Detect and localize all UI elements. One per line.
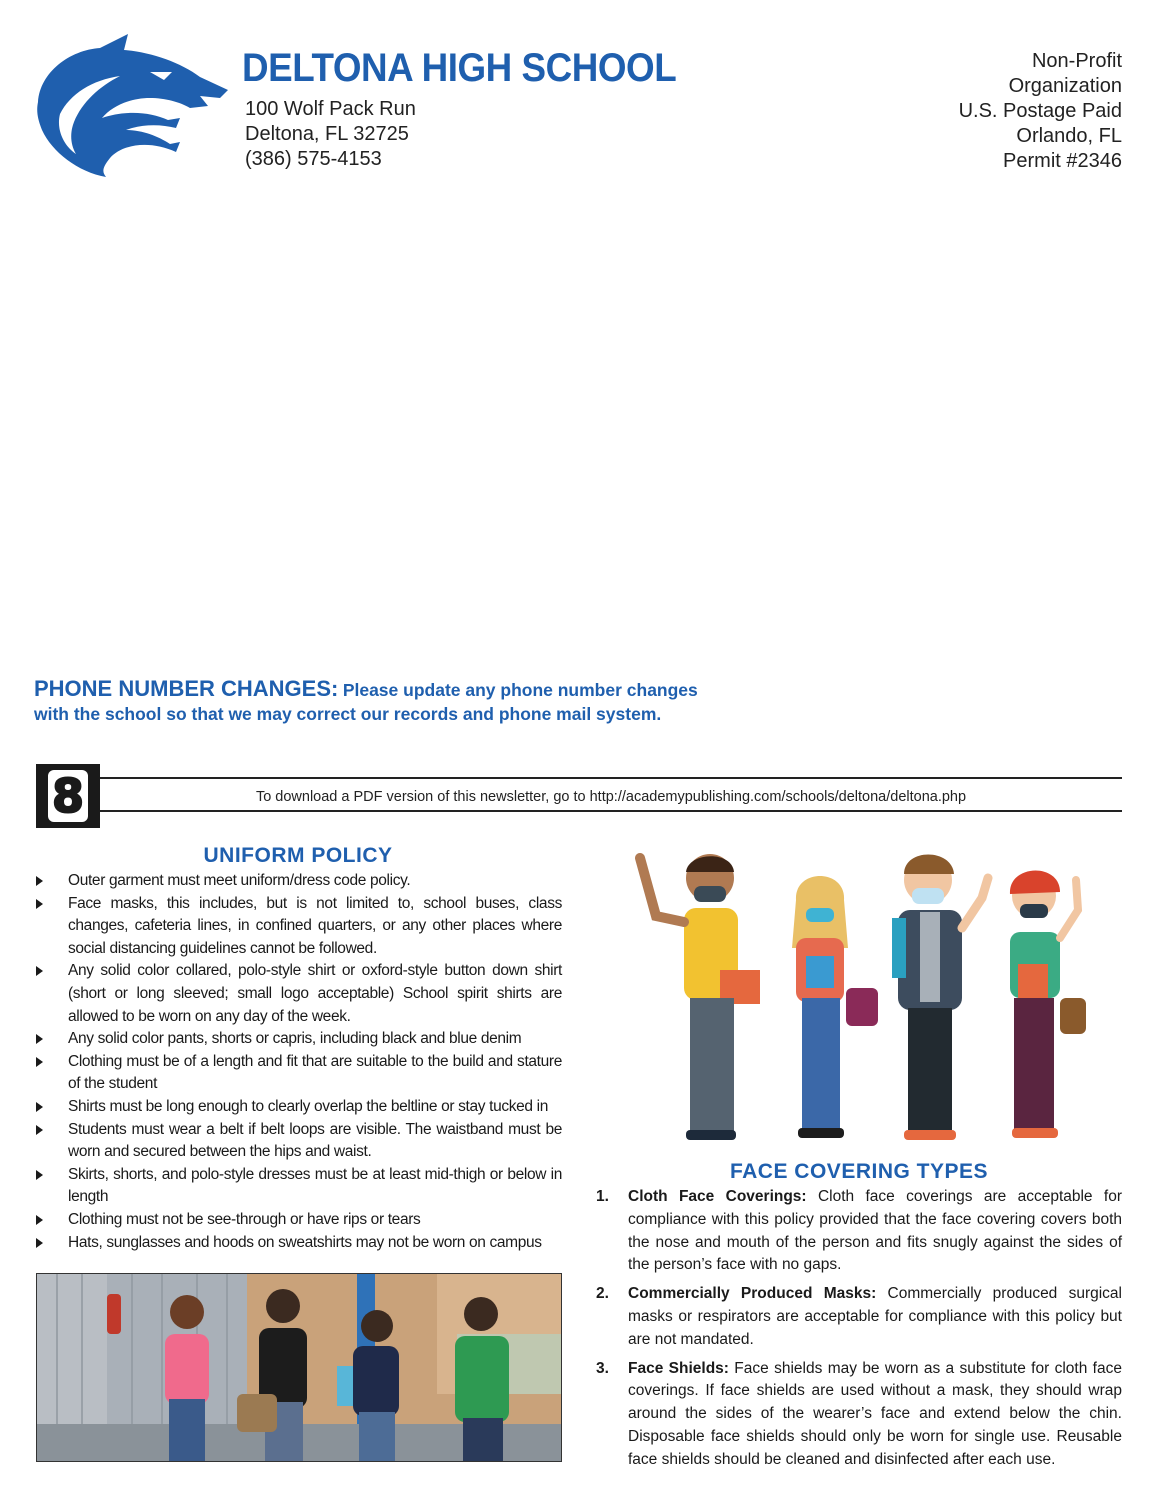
address-street: 100 Wolf Pack Run [245,98,416,120]
bullet-triangle-icon [36,899,43,909]
list-item-text: Clothing must be of a length and fit that are suitable to the build and stature of the student [68,1052,562,1093]
list-item-text: Skirts, shorts, and polo-style dresses must be at least mid-thigh or below in length [68,1165,562,1206]
bullet-triangle-icon [36,1238,43,1248]
bullet-triangle-icon [36,1215,43,1225]
postage-indicia [959,49,1122,174]
list-item [36,960,562,1028]
list-item-number: 1. [596,1188,609,1205]
band-divider-top [100,777,1122,779]
address-phone: (386) 575-4153 [245,148,382,170]
list-item-text: Students must wear a belt if belt loops are visible. The waistband must be worn and secured between the hips and waist. [68,1120,562,1161]
list-item-text: Any solid color collared, polo-style shirt or oxford-style button down shirt (short or long sleeved; small logo acceptable) School spirit shirts are allowed to be worn on any day of the week. [68,962,562,1025]
postage-line: Non-Profit [1031,50,1122,72]
pdf-download-note: To download a PDF version of this newsletter, go to http://academypublishing.com/schools/deltona/deltona.php [255,789,967,805]
list-item [36,1051,562,1096]
school-address [245,97,416,172]
list-item [596,1283,1122,1351]
list-item-text: Any solid color pants, shorts or capris, including black and blue denim [68,1030,522,1048]
address-city: Deltona, FL 32725 [245,123,409,145]
list-item [36,1209,562,1232]
list-item-label: Face Shields: [628,1359,729,1377]
postage-line: U.S. Postage Paid [958,100,1122,122]
postage-line: Organization [1008,75,1122,97]
list-item [596,1358,1122,1472]
postage-line: Permit #2346 [1003,150,1122,172]
page-number: 8 [48,770,88,822]
list-item [596,1186,1122,1277]
bullet-triangle-icon [36,876,43,886]
phone-notice-text-2: with the school so that we may correct our records and phone mail system. [34,704,662,724]
wolf-logo-icon [30,32,235,177]
list-item-number: 2. [596,1285,609,1303]
list-item-text: Face masks, this includes, but is not limited to, school buses, class changes, cafeteria lines, in confined quarters, or any other places where social distancing guidelines cannot be followed. [68,894,562,957]
list-item [36,870,562,893]
phone-notice-text: Please update any phone number changes [342,680,698,700]
list-item-text: Shirts must be long enough to clearly overlap the beltline or stay tucked in [68,1097,549,1115]
face-covering-title: FACE COVERING TYPES [729,1160,989,1183]
school-name: DELTONA HIGH SCHOOL [242,46,677,90]
list-item-label: Commercially Produced Masks: [628,1285,877,1303]
uniform-policy-list [36,870,562,1254]
list-item-text: Outer garment must meet uniform/dress code policy. [68,872,411,889]
bullet-triangle-icon [36,1057,43,1067]
face-covering-list [596,1186,1122,1478]
list-item [36,1028,562,1051]
bullet-triangle-icon [36,1125,43,1135]
phone-number-notice [34,676,794,725]
list-item-text: Cloth face coverings are acceptable for compliance with this policy provided that the face covering covers both the nose and mouth of the person and fits snugly against the sides of the person’s face with no gaps. [628,1188,1122,1274]
list-item [36,1119,562,1164]
band-divider-bottom [100,810,1122,812]
students-masks-illustration [620,838,1090,1150]
bullet-triangle-icon [36,1170,43,1180]
uniform-policy-title: UNIFORM POLICY [203,844,393,867]
list-item [36,893,562,961]
bullet-triangle-icon [36,1102,43,1112]
list-item [36,1232,562,1255]
page-number-badge [36,764,100,828]
list-item-label: Cloth Face Coverings: [628,1188,807,1205]
list-item [36,1164,562,1209]
list-item [36,1096,562,1119]
postage-line: Orlando, FL [1016,125,1122,147]
list-item-text: Face shields may be worn as a substitute for cloth face coverings. If face shields are used without a mask, they should wrap around the sides of the wearer’s face and extend below the chin. Disposable face shields should only be worn for single use. Reusable face shields should be cleaned and disinfected after each use. [628,1359,1122,1468]
list-item-text: Hats, sunglasses and hoods on sweatshirts may not be worn on campus [68,1233,542,1251]
list-item-text: Clothing must not be see-through or have rips or tears [68,1210,421,1228]
list-item-number: 3. [596,1359,609,1377]
phone-notice-heading: PHONE NUMBER CHANGES: [34,676,339,701]
students-hallway-photo [36,1273,562,1462]
bullet-triangle-icon [36,966,43,976]
list-item-text: Commercially produced surgical masks or respirators are acceptable for compliance with this policy but are not mandated. [628,1285,1122,1348]
bullet-triangle-icon [36,1034,43,1044]
